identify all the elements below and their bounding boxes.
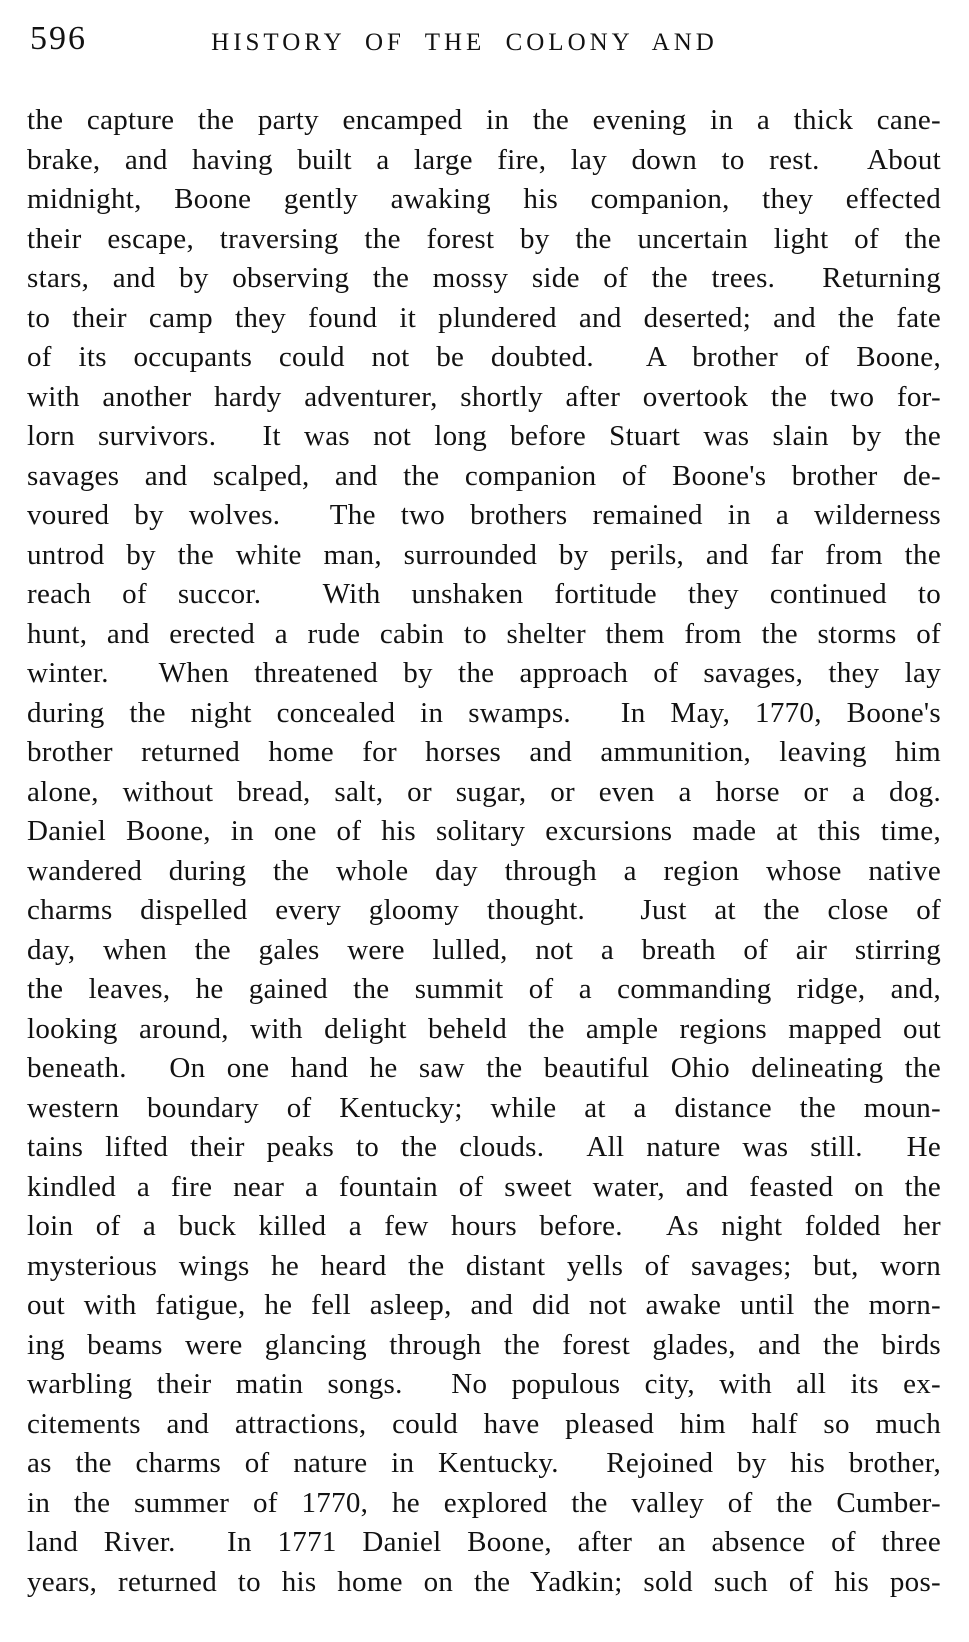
text-line: kindled a fire near a fountain of sweet water, and feasted on the <box>27 1170 941 1203</box>
text-line: of its occupants could not be doubted. A brother of Boone, <box>27 341 941 373</box>
text-line: savages and scalped, and the companion of Boone's brother de- <box>27 459 941 492</box>
text-line: warbling their matin songs. No populous city, with all its ex- <box>27 1368 941 1400</box>
text-line: ing beams were glancing through the forest glades, and the birds <box>27 1328 941 1361</box>
text-line: in the summer of 1770, he explored the valley of the Cumber- <box>27 1486 941 1519</box>
text-line: their escape, traversing the forest by the uncertain light of the <box>27 222 941 255</box>
text-line: stars, and by observing the mossy side of the trees. Returning <box>27 262 941 294</box>
text-line: tains lifted their peaks to the clouds. All nature was still. He <box>27 1131 941 1163</box>
running-header: HISTORY OF THE COLONY AND <box>211 29 718 56</box>
text-line: voured by wolves. The two brothers remained in a wilderness <box>27 499 941 531</box>
text-line: reach of succor. With unshaken fortitude they continued to <box>27 578 941 610</box>
text-line: looking around, with delight beheld the ample regions mapped out <box>27 1012 941 1045</box>
text-line: to their camp they found it plundered and deserted; and the fate <box>27 301 941 334</box>
text-line: brother returned home for horses and ammunition, leaving him <box>27 736 941 768</box>
page-header <box>0 0 969 100</box>
text-line: day, when the gales were lulled, not a breath of air stirring <box>27 933 941 966</box>
text-line: wandered during the whole day through a region whose native <box>27 854 941 887</box>
text-line: lorn survivors. It was not long before Stuart was slain by the <box>27 420 941 452</box>
text-line: with another hardy adventurer, shortly after overtook the two for- <box>27 380 941 413</box>
text-line: untrod by the white man, surrounded by perils, and far from the <box>27 538 941 571</box>
text-line: years, returned to his home on the Yadkin; sold such of his pos- <box>27 1565 941 1598</box>
text-line: as the charms of nature in Kentucky. Rejoined by his brother, <box>27 1447 941 1479</box>
text-line: beneath. On one hand he saw the beautiful Ohio delineating the <box>27 1052 941 1084</box>
text-line: citements and attractions, could have pleased him half so much <box>27 1407 941 1440</box>
page-number: 596 <box>30 20 87 57</box>
text-line: during the night concealed in swamps. In May, 1770, Boone's <box>27 696 941 729</box>
text-line: alone, without bread, salt, or sugar, or even a horse or a dog. <box>27 775 941 808</box>
text-line: charms dispelled every gloomy thought. Just at the close of <box>27 894 941 926</box>
text-line: the capture the party encamped in the evening in a thick cane- <box>27 104 941 136</box>
text-line: the leaves, he gained the summit of a commanding ridge, and, <box>27 973 941 1005</box>
text-line: brake, and having built a large fire, lay down to rest. About <box>27 143 941 176</box>
text-line: hunt, and erected a rude cabin to shelter them from the storms of <box>27 617 941 650</box>
text-line: midnight, Boone gently awaking his companion, they effected <box>27 183 941 215</box>
body-text <box>27 101 941 1602</box>
text-line: land River. In 1771 Daniel Boone, after an absence of three <box>27 1526 941 1558</box>
text-line: winter. When threatened by the approach of savages, they lay <box>27 657 941 689</box>
text-line: Daniel Boone, in one of his solitary excursions made at this time, <box>27 815 941 847</box>
text-line: loin of a buck killed a few hours before. As night folded her <box>27 1210 941 1242</box>
text-line: out with fatigue, he fell asleep, and did not awake until the morn- <box>27 1289 941 1321</box>
text-line: western boundary of Kentucky; while at a distance the moun- <box>27 1091 941 1124</box>
text-line: mysterious wings he heard the distant yells of savages; but, worn <box>27 1249 941 1282</box>
